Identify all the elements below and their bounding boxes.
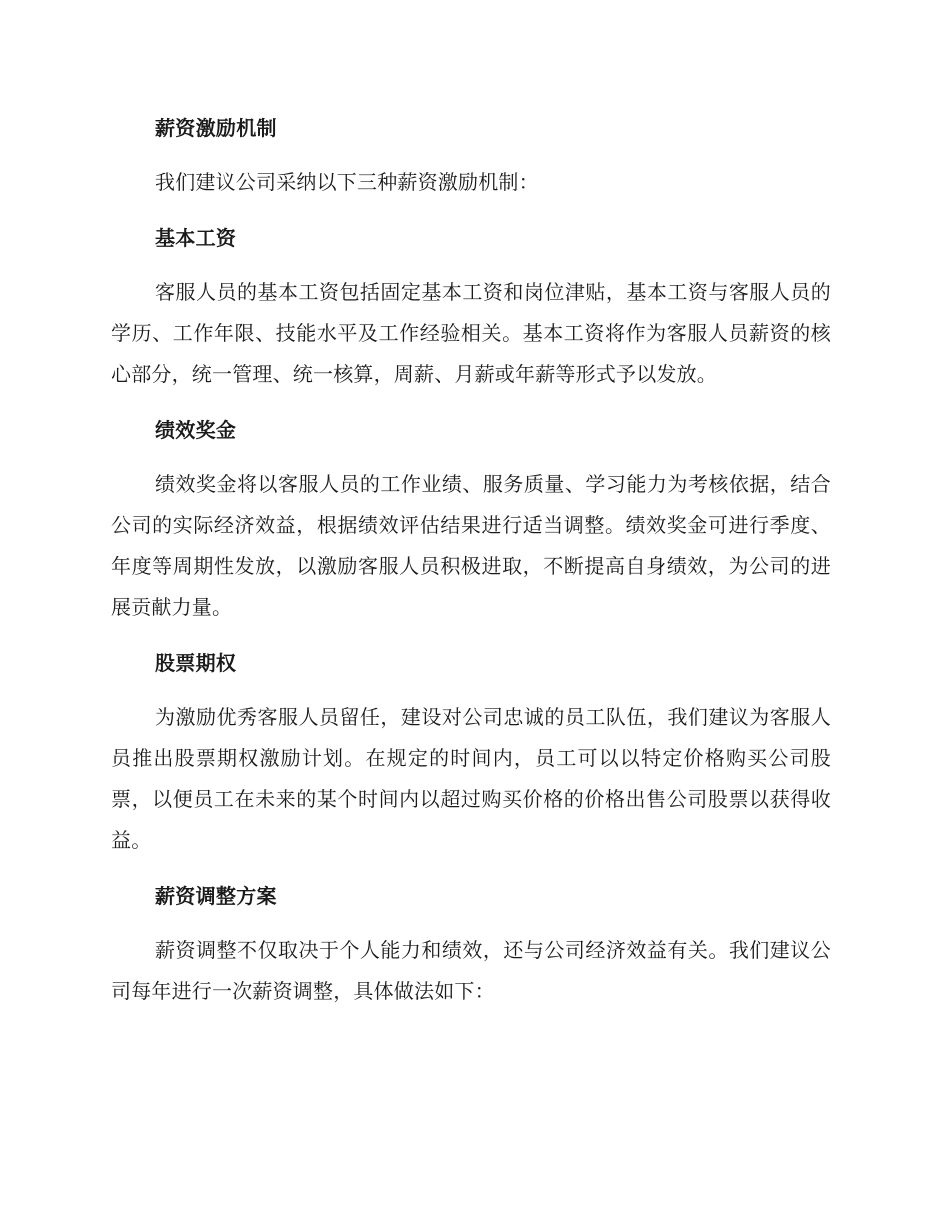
section-paragraph-salary-adjustment: 薪资调整不仅取决于个人能力和绩效，还与公司经济效益有关。我们建议公司每年进行一次薪资调整，具体做法如下： — [111, 938, 831, 1003]
document-body — [111, 108, 831, 1012]
section-paragraph-incentive-mechanism: 我们建议公司采纳以下三种薪资激励机制： — [155, 170, 539, 194]
section-heading-salary-adjustment: 薪资调整方案 — [155, 884, 277, 908]
section-heading-stock-options: 股票期权 — [155, 651, 237, 675]
section-heading-performance-bonus: 绩效奖金 — [155, 418, 237, 442]
section-paragraph-stock-options: 为激励优秀客服人员留任，建设对公司忠诚的员工队伍，我们建议为客服人员推出股票期权激励计划。在规定的时间内，员工可以以特定价格购买公司股票，以便员工在未来的某个时间内以超过购买价格的价格出售公司股票以获得收益。 — [111, 705, 831, 852]
section-paragraph-base-salary: 客服人员的基本工资包括固定基本工资和岗位津贴，基本工资与客服人员的学历、工作年限、技能水平及工作经验相关。基本工资将作为客服人员薪资的核心部分，统一管理、统一核算，周薪、月薪或年薪等形式予以发放。 — [111, 280, 831, 386]
section-heading-base-salary: 基本工资 — [155, 226, 237, 250]
section-heading-incentive-mechanism: 薪资激励机制 — [155, 116, 277, 140]
section-paragraph-performance-bonus: 绩效奖金将以客服人员的工作业绩、服务质量、学习能力为考核依据，结合公司的实际经济效益，根据绩效评估结果进行适当调整。绩效奖金可进行季度、年度等周期性发放，以激励客服人员积极进取，不断提高自身绩效，为公司的进展贡献力量。 — [111, 472, 831, 619]
